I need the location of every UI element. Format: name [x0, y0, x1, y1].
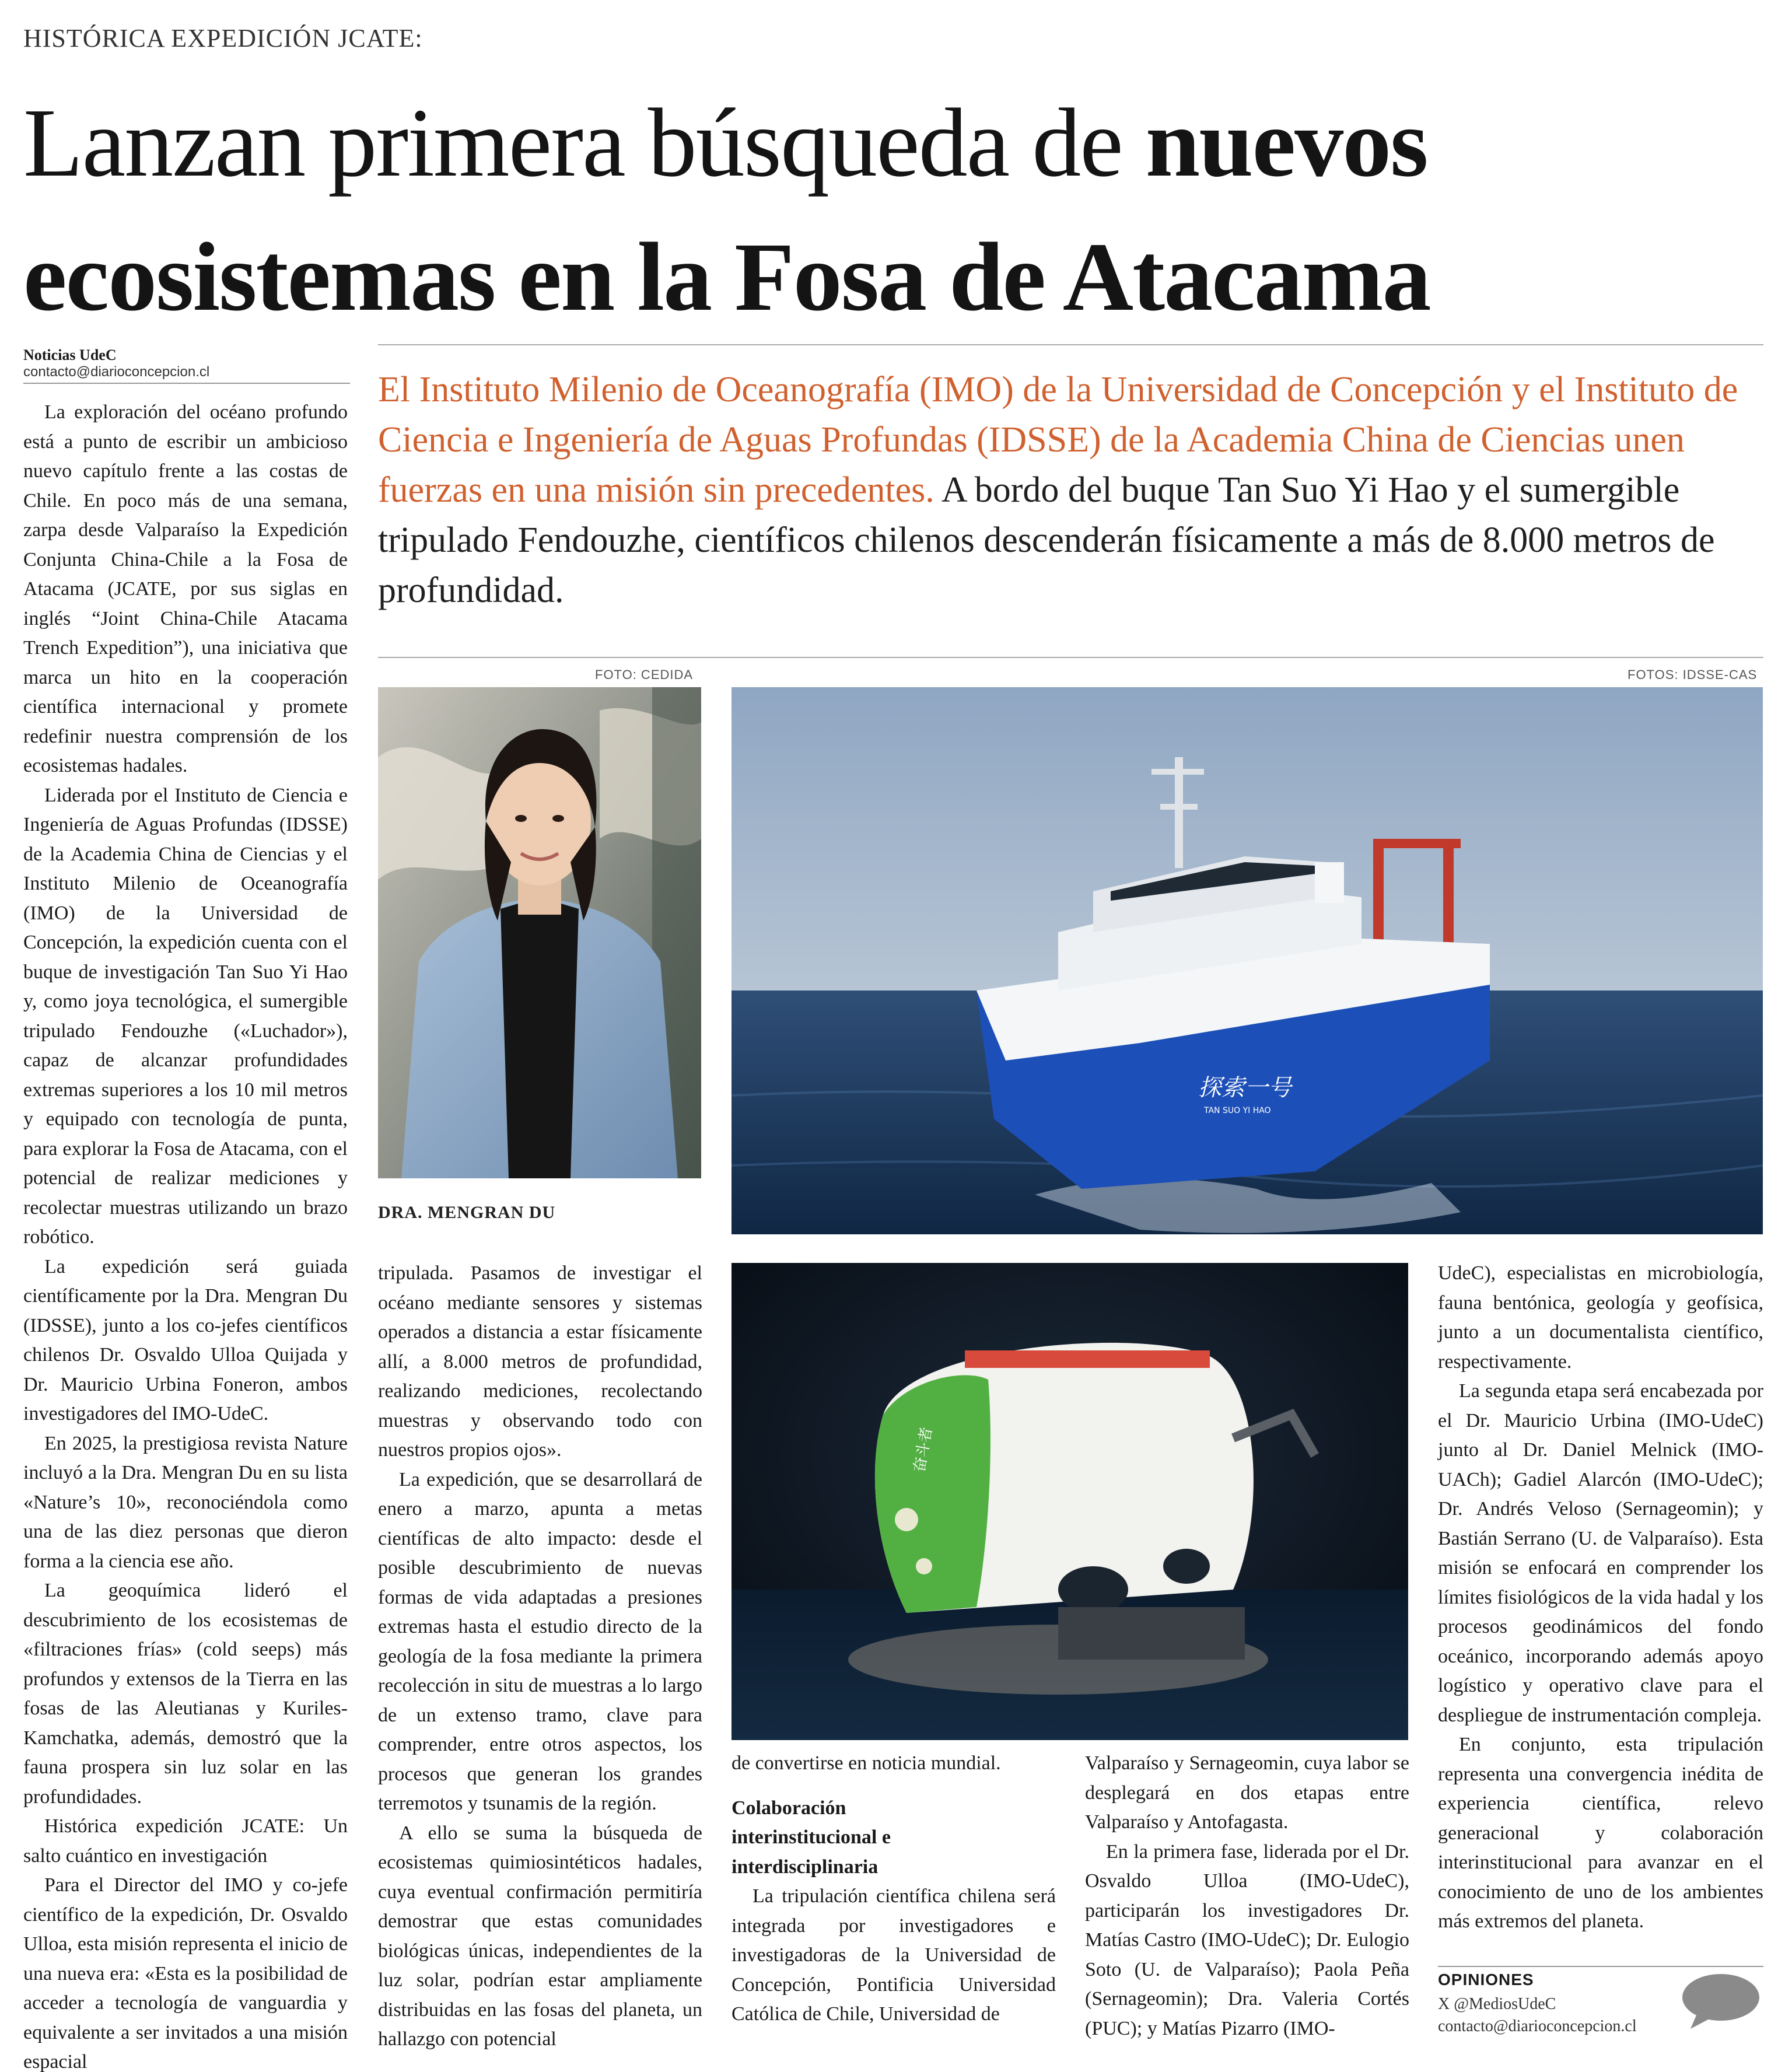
col5-paragraph-1: UdeC), especialistas en microbiología, fauna bentónica, geología y geofísica, junto a un documentalista científico, respectivamente. — [1438, 1262, 1763, 1373]
kicker: HISTÓRICA EXPEDICIÓN JCATE: — [23, 24, 423, 52]
portrait-caption: DRA. MENGRAN DU — [378, 1203, 556, 1222]
byline-divider — [23, 383, 350, 384]
ship-photo — [732, 687, 1763, 1234]
col3-paragraph: La tripulación científica chilena será integrada por investigadores e investigadoras de la Universidad de Concepción, Pontificia Universidad Católica de Chile, Universidad de — [732, 1885, 1056, 2025]
ship-hull-name: 探索一号 — [1198, 1074, 1292, 1101]
col4-paragraph: En la primera fase, liderada por el Dr. Osvaldo Ulloa (IMO-UdeC), participarán los investigadores Dr. Matías Castro (IMO-UdeC); Dr. Eulogio Soto (U. de Valparaíso); Paola Peña (Sernageomin); Dra. Valeria Cortés (PUC); y Matías Pizarro (IMO- — [1085, 1840, 1409, 2039]
submersible-illustration — [732, 1263, 1408, 1740]
opiniones-divider — [1438, 1966, 1763, 1967]
opiniones-x-handle: X @MediosUdeC — [1438, 1995, 1556, 2013]
column-2 — [378, 1259, 702, 2054]
col1-paragraph-3: La expedición será guiada científicamente por la Dra. Mengran Du (IDSSE), junto a los co-jefes científicos chilenos Dr. Osvaldo Ulloa Quijada y Dr. Mauricio Urbina Foneron, ambos investigadores del IMO-UdeC. — [23, 1255, 348, 1424]
deck-accent: El Instituto Milenio de Oceanografía (IMO) de la Universidad de Concepción y el Instituto de Ciencia e Ingeniería de Aguas Profundas (IDSSE) de la Academia China de Ciencias unen fuerzas en una misión sin precedentes. — [378, 370, 1738, 510]
speech-bubble-icon — [1680, 1972, 1762, 2033]
headline-light: Lanzan primera búsqueda de — [23, 89, 1146, 197]
col1-paragraph-5: La geoquímica lideró el descubrimiento de los ecosistemas de «filtraciones frías» (cold seeps) más profundos y extensos de la Tierra en las fosas de las Aleutianas y Kuriles-Kamchatka, además, demostró que la fauna prospera sin luz solar en las profundidades. — [23, 1580, 348, 1808]
ship-hull-subname: TAN SUO YI HAO — [1204, 1106, 1271, 1115]
opiniones-title: OPINIONES — [1438, 1971, 1534, 1989]
deck-divider-bottom — [378, 657, 1763, 658]
col3-lead: de convertirse en noticia mundial. — [732, 1752, 1001, 1774]
col3-subhead: Colaboración interinstitucional e interdisciplinaria — [732, 1797, 891, 1878]
col1-paragraph-7: Para el Director del IMO y co-jefe científico de la expedición, Dr. Osvaldo Ulloa, esta misión representa el inicio de una nueva era: «Esta es la posibilidad de acceder a tecnología de vanguardia y equivalente a ser invitados a una misión espacial — [23, 1874, 348, 2072]
byline-email: contacto@diarioconcepcion.cl — [23, 364, 210, 380]
portrait-photo-credit: FOTO: CEDIDA — [595, 667, 694, 682]
column-5 — [1438, 1259, 1763, 1937]
deck-rest: A bordo del buque Tan Suo Yi Hao y el sumergible tripulado Fendouzhe, científicos chilenos descenderán físicamente a más de 8.000 metros de profundidad. — [378, 470, 1715, 610]
opiniones-email: contacto@diarioconcepcion.cl — [1438, 2017, 1637, 2035]
portrait-illustration — [378, 687, 701, 1178]
deck-divider-top — [378, 344, 1763, 345]
column-3 — [732, 1749, 1056, 2029]
ship-illustration — [732, 687, 1763, 1234]
headline-bold-2: ecosistemas en la Fosa de Atacama — [23, 223, 1430, 331]
ship-photo-credit: FOTOS: IDSSE-CAS — [1628, 667, 1758, 682]
col1-paragraph-2: Liderada por el Instituto de Ciencia e Ingeniería de Aguas Profundas (IDSSE) de la Academia China de Ciencias y el Instituto Milenio de Oceanografía (IMO) de la Universidad de Concepción, la expedición cuenta con el buque de investigación Tan Suo Yi Hao y, como joya tecnológica, el sumergible tripulado Fendouzhe («Luchador»), capaz de alcanzar profundidades extremas superiores a los 10 mil metros y equipado con tecnología de punta, para explorar la Fosa de Atacama, con el potencial de realizar mediciones y recolectar muestras utilizando un brazo robótico. — [23, 784, 348, 1248]
col2-paragraph-1: tripulada. Pasamos de investigar el océano mediante sensores y sistemas operados a distancia a estar físicamente allí, a 8.000 metros de profundidad, realizando mediciones, recolectando muestras y observando todo con nuestros propios ojos». — [378, 1262, 702, 1461]
col5-paragraph-2: La segunda etapa será encabezada por el Dr. Mauricio Urbina (IMO-UdeC) junto al Dr. Daniel Melnick (IMO-UACh); Gadiel Alarcón (IMO-UdeC); Dr. Andrés Veloso (Sernageomin); y Bastián Serrano (U. de Valparaíso). Esta misión se enfocará en comprender los límites fisiológicos de la vida hadal y los procesos geodinámicos del fondo oceánico, incorporando además apoyo logístico y operativo clave para el despliegue de instrumentación compleja. — [1438, 1380, 1763, 1726]
headline — [23, 76, 1762, 344]
column-4 — [1085, 1749, 1409, 2043]
submersible-hull-name: 奋斗者 — [911, 1426, 936, 1474]
submersible-photo — [732, 1263, 1408, 1740]
headline-bold-1: nuevos — [1145, 89, 1427, 197]
col1-paragraph-4: En 2025, la prestigiosa revista Nature incluyó a la Dra. Mengran Du en su lista «Nature’s 10», reconociéndola como una de las diez personas que dieron forma a la ciencia ese año. — [23, 1432, 348, 1572]
deck — [378, 365, 1763, 615]
col2-paragraph-2: La expedición, que se desarrollará de enero a marzo, apunta a metas científicas de alto impacto: desde el posible descubrimiento de nuevas formas de vida adaptadas a presiones extremas hasta el estudio directo de la geología de la fosa mediante la primera recolección in situ de muestras a lo largo de un extenso tramo, clave para comprender, entre otros aspectos, los procesos que generan los grandes terremotos y tsunamis de la región. — [378, 1468, 702, 1814]
byline-name: Noticias UdeC — [23, 346, 117, 363]
col5-paragraph-3: En conjunto, esta tripulación representa una convergencia inédita de experiencia científica, relevo generacional y colaboración interinstitucional para avanzar en el conocimiento de uno de los ambientes más extremos del planeta. — [1438, 1734, 1763, 1932]
col2-paragraph-3: A ello se suma la búsqueda de ecosistemas quimiosintéticos hadales, cuya eventual confirmación permitiría demostrar que estas comunidades biológicas únicas, independientes de la luz solar, podrían estar ampliamente distribuidas en las fosas del planeta, un hallazgo con potencial — [378, 1822, 702, 2050]
col1-paragraph-6: Histórica expedición JCATE: Un salto cuántico en investigación — [23, 1815, 348, 1867]
portrait-photo — [378, 687, 701, 1178]
byline — [23, 346, 209, 380]
col1-paragraph-1: La exploración del océano profundo está a punto de escribir un ambicioso nuevo capítulo frente a las costas de Chile. En poco más de una semana, zarpa desde Valparaíso la Expedición Conjunta China-Chile a la Fosa de Atacama (JCATE, por sus siglas en inglés “Joint China-Chile Atacama Trench Expedition”), una iniciativa que marca un hito en la cooperación científica internacional y promete redefinir nuestra comprensión de los ecosistemas hadales. — [23, 401, 348, 776]
col4-lead: Valparaíso y Sernageomin, cuya labor se desplegará en dos etapas entre Valparaíso y Antofagasta. — [1085, 1752, 1409, 1833]
column-1 — [23, 398, 348, 2072]
